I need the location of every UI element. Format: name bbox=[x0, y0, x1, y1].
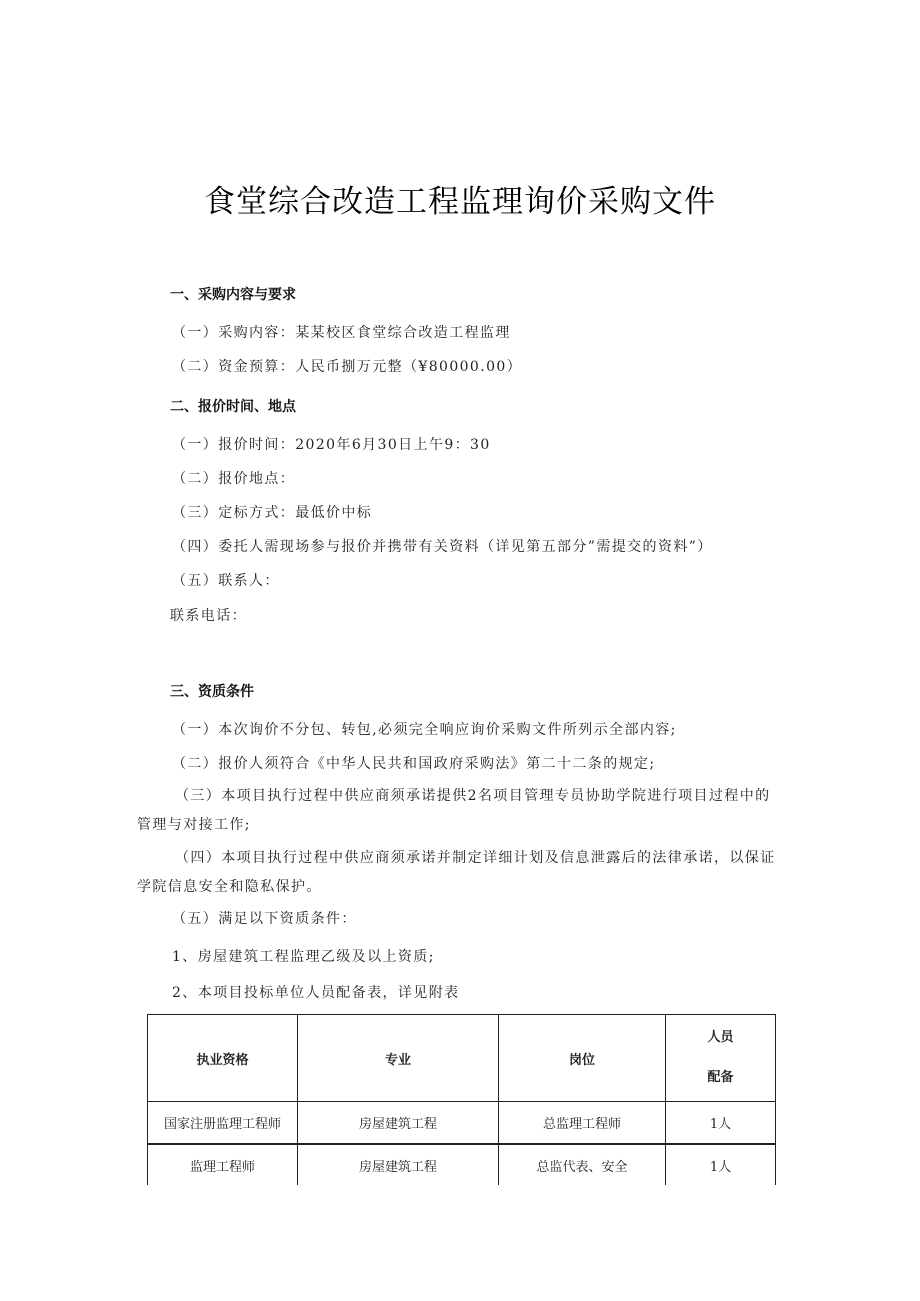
header-qualification: 执业资格 bbox=[148, 1015, 298, 1102]
header-position: 岗位 bbox=[499, 1015, 666, 1102]
s2-item-5: （五）联系人： bbox=[172, 573, 280, 589]
cell-specialty: 房屋建筑工程 bbox=[298, 1144, 499, 1185]
s2-item-4: （四）委托人需现场参与报价并携带有关资料（详见第五部分”需提交的资料”） bbox=[172, 539, 713, 555]
cell-position: 总监代表、安全 bbox=[499, 1144, 666, 1185]
cell-qualification: 国家注册监理工程师 bbox=[148, 1102, 298, 1145]
header-staffing-line1: 人员 bbox=[707, 1030, 734, 1045]
section-1-heading: 一、采购内容与要求 bbox=[170, 287, 296, 303]
table-row bbox=[148, 1144, 776, 1185]
s3-item-1: （一）本次询价不分包、转包,必须完全响应询价采购文件所列示全部内容; bbox=[172, 722, 677, 738]
cell-staffing: 1人 bbox=[666, 1102, 776, 1145]
cell-specialty: 房屋建筑工程 bbox=[298, 1102, 499, 1145]
staffing-table bbox=[147, 1014, 776, 1185]
s1-item-2: （二）资金预算：人民币捌万元整（¥80000.00） bbox=[172, 359, 523, 375]
s3-item-7: 2、本项目投标单位人员配备表，详见附表 bbox=[172, 985, 460, 1001]
s1-item-1: （一）采购内容：某某校区食堂综合改造工程监理 bbox=[172, 325, 511, 341]
s2-item-3: （三）定标方式：最低价中标 bbox=[172, 505, 373, 521]
cell-qualification: 监理工程师 bbox=[148, 1144, 298, 1185]
s2-item-2: （二）报价地点： bbox=[172, 471, 296, 487]
s3-item-4: （四）本项目执行过程中供应商须承诺并制定详细计划及信息泄露后的法律承诺，以保证学院信息安全和隐私保护。 bbox=[137, 850, 776, 895]
s3-item-5: （五）满足以下资质条件： bbox=[172, 911, 357, 927]
section-2-heading: 二、报价时间、地点 bbox=[170, 399, 296, 415]
header-specialty: 专业 bbox=[298, 1015, 499, 1102]
s2-contact-phone: 联系电话： bbox=[170, 608, 247, 624]
cell-staffing: 1人 bbox=[666, 1144, 776, 1185]
cell-position: 总监理工程师 bbox=[499, 1102, 666, 1145]
s3-item-3: （三）本项目执行过程中供应商须承诺提供2名项目管理专员协助学院进行项目过程中的管理与对接工作; bbox=[137, 788, 771, 833]
s3-item-2: （二）报价人须符合《中华人民共和国政府采购法》第二十二条的规定; bbox=[172, 756, 656, 772]
table-row bbox=[148, 1102, 776, 1145]
header-staffing-line2: 配备 bbox=[707, 1070, 734, 1085]
table-header-row bbox=[148, 1015, 776, 1102]
section-3-heading: 三、资质条件 bbox=[170, 684, 254, 700]
s3-item-6: 1、房屋建筑工程监理乙级及以上资质; bbox=[172, 949, 435, 965]
header-staffing bbox=[666, 1015, 776, 1102]
s2-item-1: （一）报价时间：2020年6月30日上午9：30 bbox=[172, 437, 491, 453]
document-title: 食堂综合改造工程监理询价采购文件 bbox=[204, 184, 716, 220]
